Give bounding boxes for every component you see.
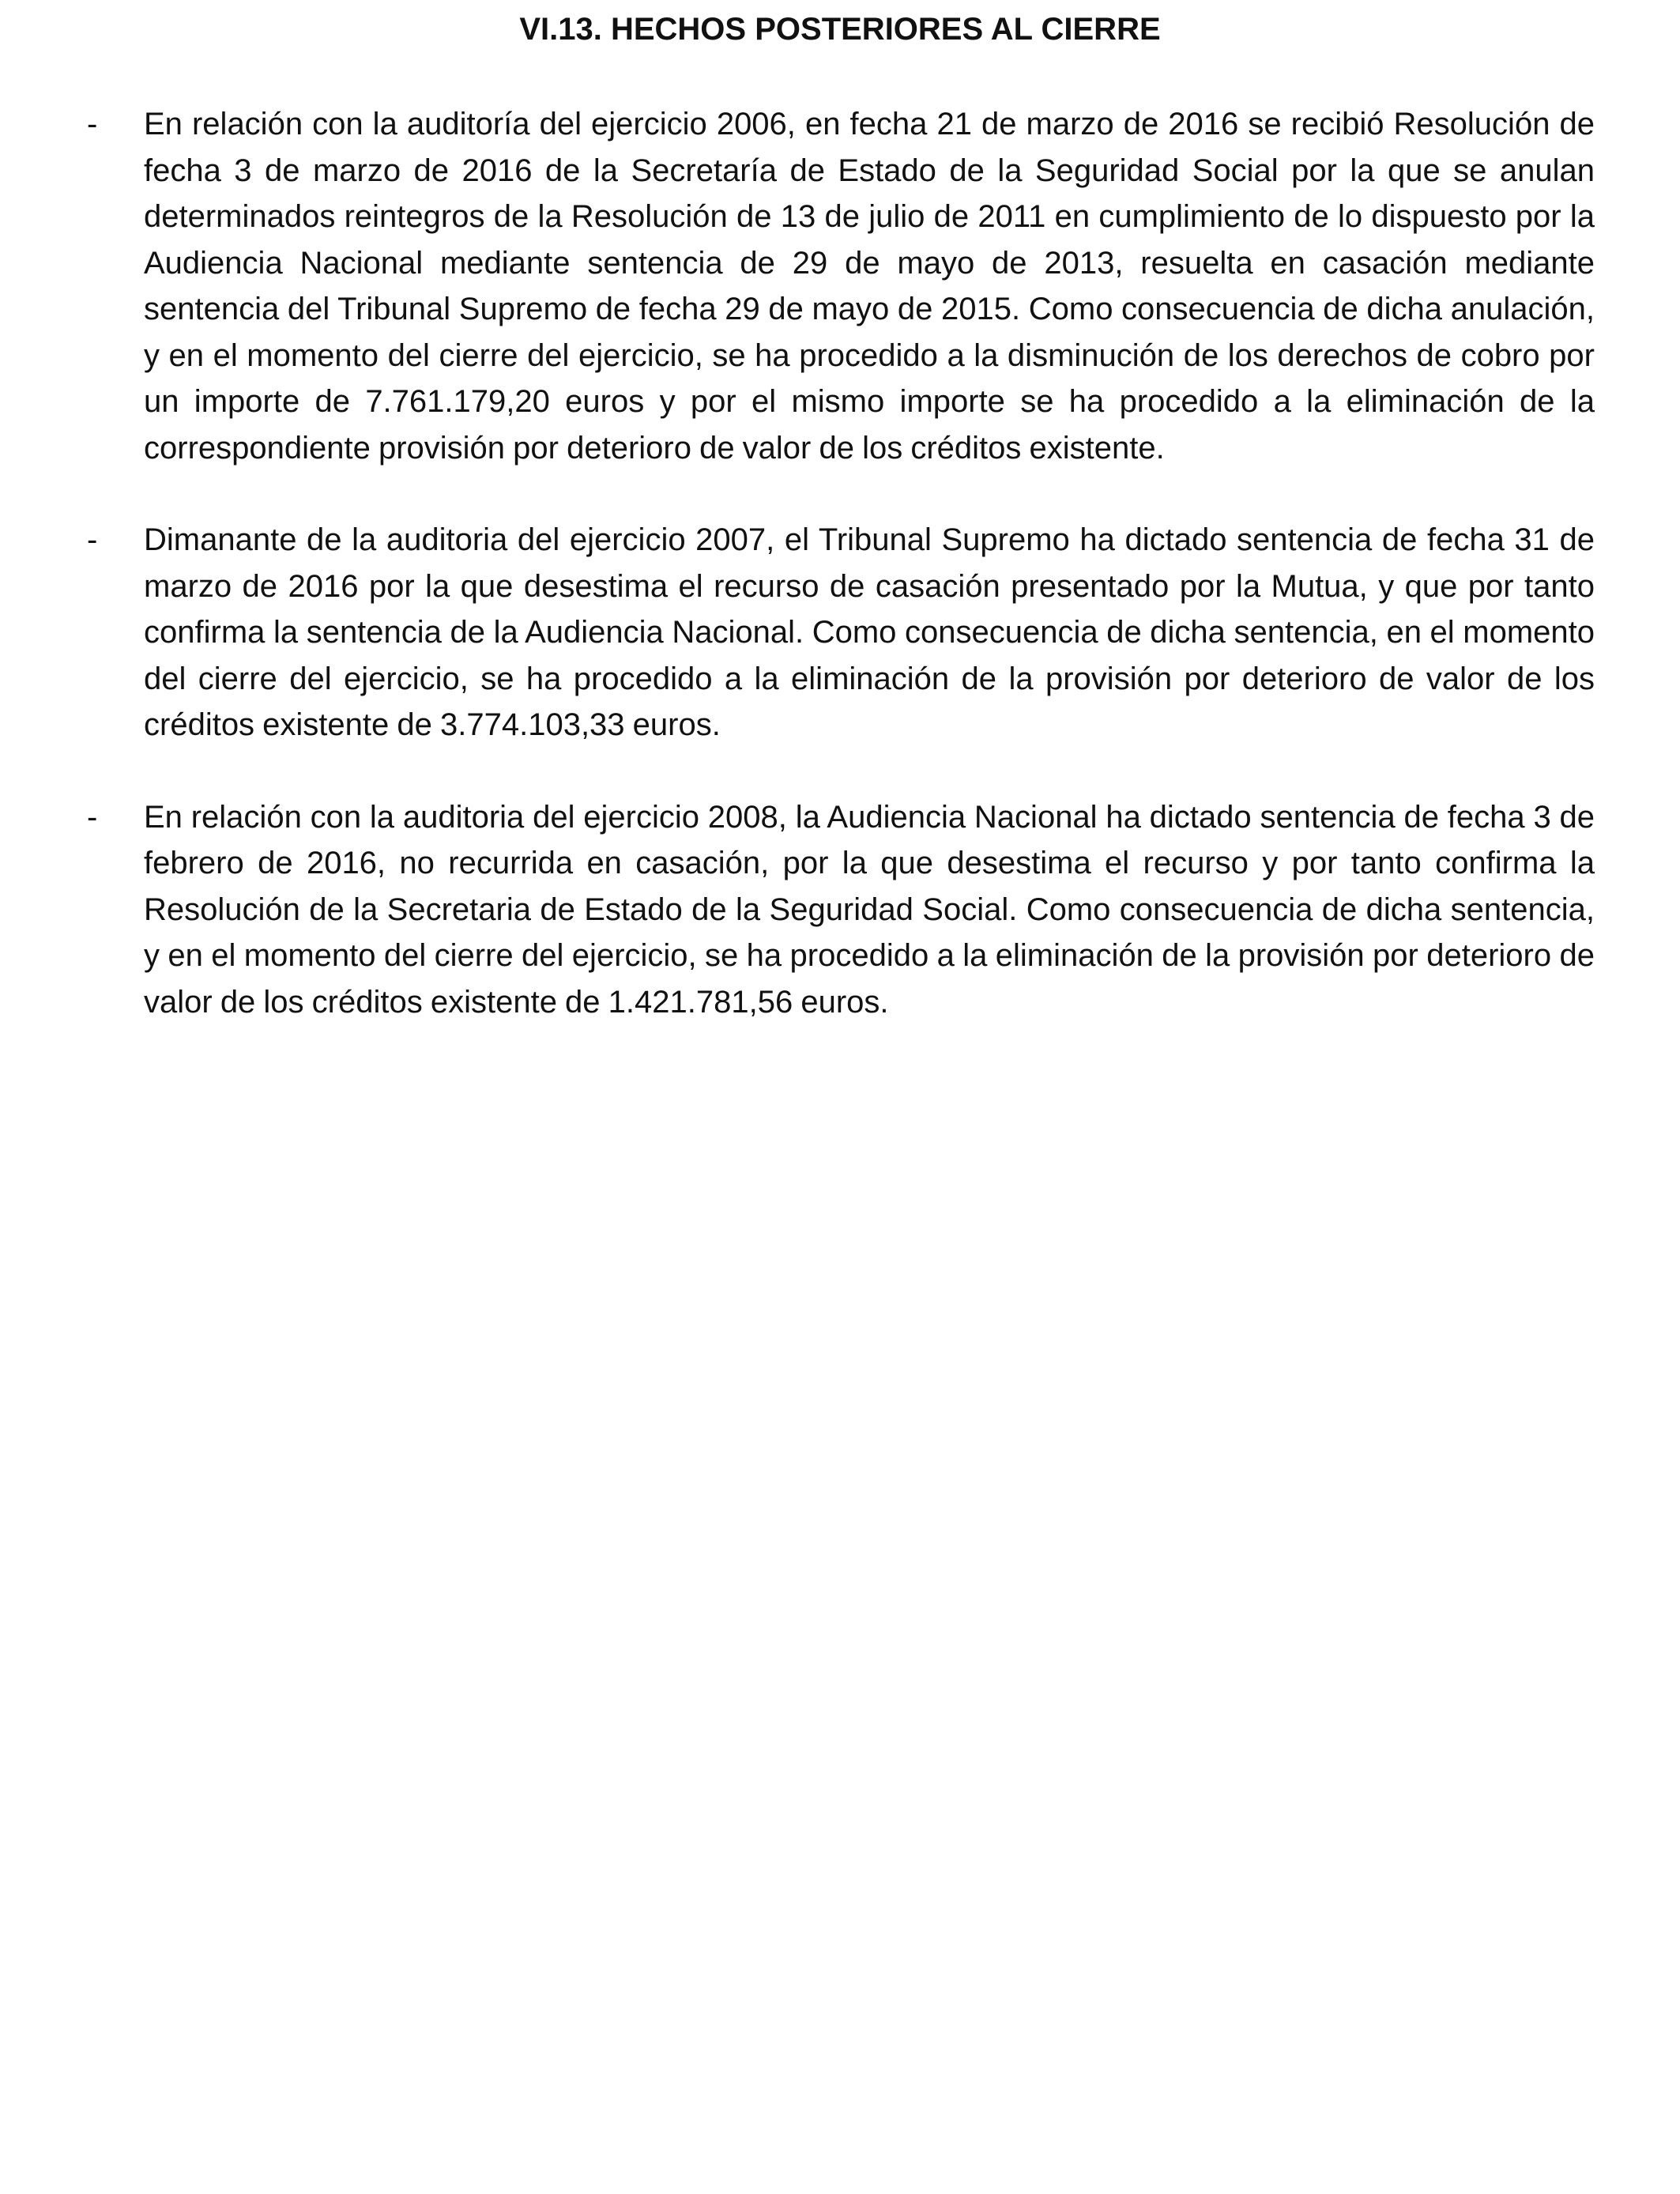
list-bullet: - <box>87 522 98 557</box>
list-item <box>87 101 1595 471</box>
list-bullet: - <box>87 107 98 141</box>
paragraph-text: En relación con la auditoría del ejercicio 2006, en fecha 21 de marzo de 2016 se recibió Resolución de fecha 3 de marzo de 2016 de la Secretaría de Estado de la Seguridad Social por la que se anulan determinados reintegros de la Resolución de 13 de julio de 2011 en cumplimiento de lo dispuesto por la Audiencia Nacional mediante sentencia de 29 de mayo de 2013, resuelta en casación mediante sentencia del Tribunal Supremo de fecha 29 de mayo de 2015. Como consecuencia de dicha anulación, y en el momento del cierre del ejercicio, se ha procedido a la disminución de los derechos de cobro por un importe de 7.761.179,20 euros y por el mismo importe se ha procedido a la eliminación de la correspondiente provisión por deterioro de valor de los créditos existente. <box>144 107 1595 466</box>
section-title: VI.13. HECHOS POSTERIORES AL CIERRE <box>519 12 1161 47</box>
paragraph-text: En relación con la auditoria del ejercicio 2008, la Audiencia Nacional ha dictado sentencia de fecha 3 de febrero de 2016, no recurrida en casación, por la que desestima el recurso y por tanto confirma la Resolución de la Secretaria de Estado de la Seguridad Social. Como consecuencia de dicha sentencia, y en el momento del cierre del ejercicio, se ha procedido a la eliminación de la provisión por deterioro de valor de los créditos existente de 1.421.781,56 euros. <box>144 799 1595 1020</box>
paragraph-text: Dimanante de la auditoria del ejercicio 2007, el Tribunal Supremo ha dictado sentencia de fecha 31 de marzo de 2016 por la que desestima el recurso de casación presentado por la Mutua, y que por tanto confirma la sentencia de la Audiencia Nacional. Como consecuencia de dicha sentencia, en el momento del cierre del ejercicio, se ha procedido a la eliminación de la provisión por deterioro de valor de los créditos existente de 3.774.103,33 euros. <box>144 522 1595 742</box>
list-item <box>87 794 1595 1026</box>
list-item <box>87 517 1595 748</box>
paragraph-list <box>87 101 1595 1071</box>
list-bullet: - <box>87 799 98 835</box>
